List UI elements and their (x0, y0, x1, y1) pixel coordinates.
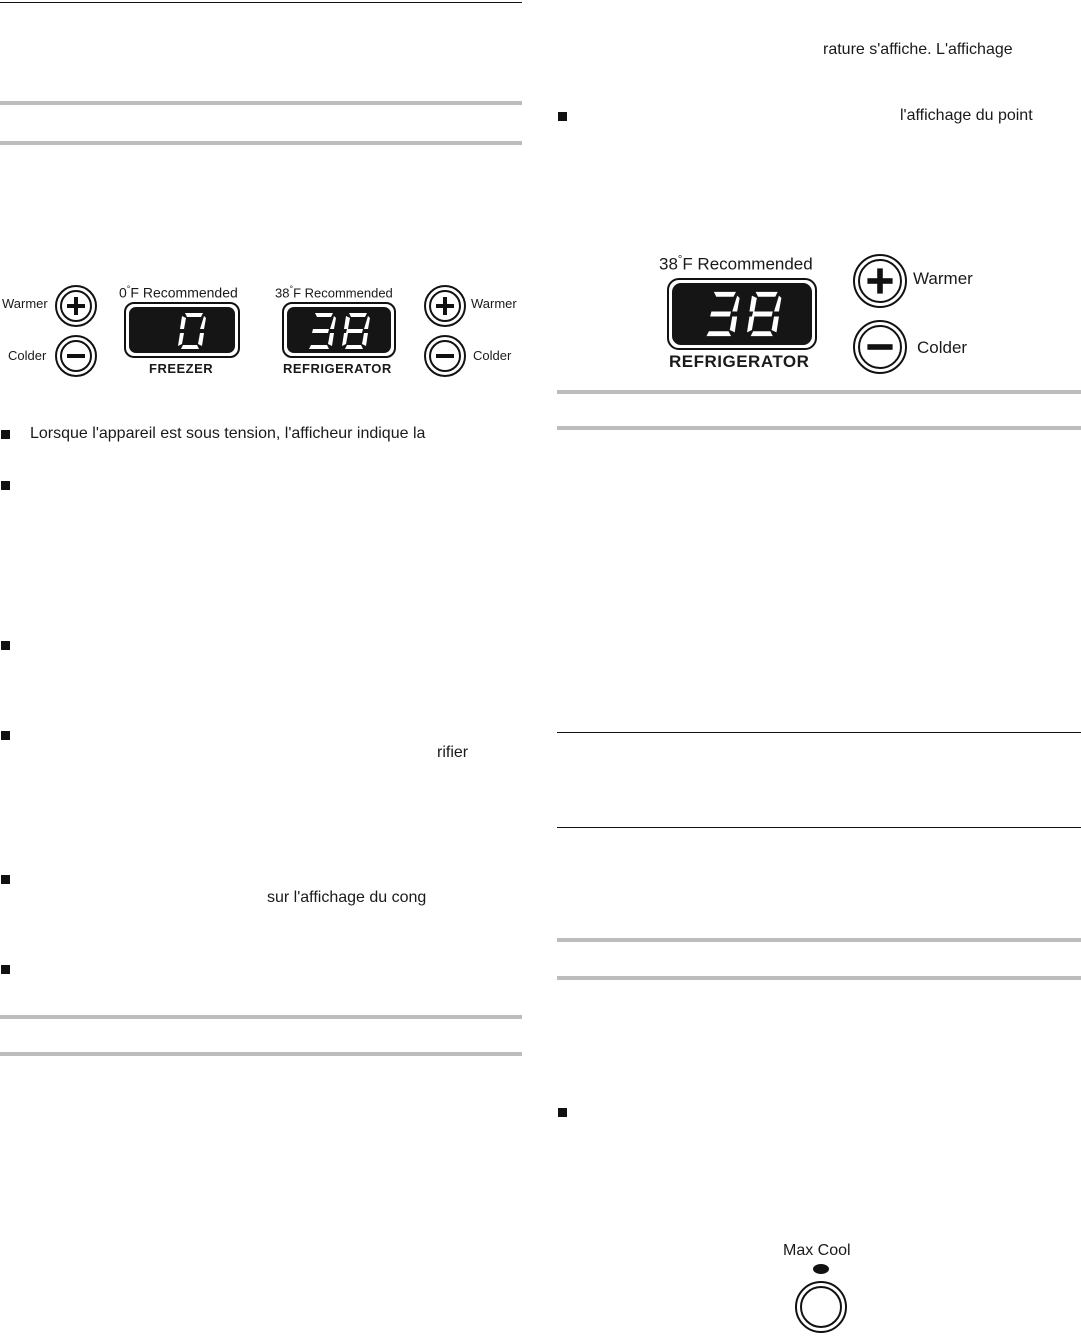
fridge-recommended-suffix: F Recommended (293, 285, 393, 301)
section-rule-right-2a (557, 938, 1081, 942)
single-fridge-label: REFRIGERATOR (669, 352, 810, 371)
single-recommended-label (659, 254, 813, 275)
plus-icon (866, 267, 894, 295)
square-bullet-icon (558, 1108, 567, 1117)
fridge-digits (307, 311, 377, 351)
degree-symbol: ° (126, 284, 131, 294)
fridge-label: REFRIGERATOR (283, 361, 392, 376)
thin-rule-right-2 (557, 827, 1081, 828)
right-warmer-button[interactable] (424, 285, 466, 327)
freezer-display (124, 302, 240, 358)
right-warmer-label: Warmer (471, 296, 517, 311)
section-rule-right-1a (557, 390, 1081, 394)
left-colder-label: Colder (8, 348, 47, 363)
single-warmer-button[interactable] (853, 254, 907, 308)
single-colder-label: Colder (917, 338, 968, 357)
degree-symbol: ° (289, 284, 294, 294)
fridge-display (282, 302, 396, 358)
minus-icon (66, 346, 86, 366)
freezer-recommended-suffix: F Recommended (130, 284, 238, 301)
section-rule-right-1b (557, 426, 1081, 430)
max-cool-label: Max Cool (783, 1242, 851, 1259)
single-warmer-label: Warmer (913, 269, 973, 288)
section-rule-left-1a (0, 101, 522, 105)
section-rule-left-1b (0, 141, 522, 145)
square-bullet-icon (1, 731, 10, 740)
square-bullet-icon (1, 875, 10, 884)
freezer-recommended-value: 0 (119, 284, 127, 301)
single-fridge-digits (704, 289, 790, 339)
degree-symbol: ° (677, 254, 683, 266)
max-cool-button[interactable] (795, 1281, 847, 1333)
single-fridge-display (667, 278, 817, 350)
single-recommended-suffix: F Recommended (682, 254, 813, 274)
right-line-2: l'affichage du point (900, 107, 1033, 124)
right-line-1: rature s'affiche. L'affichage (823, 41, 1013, 58)
indicator-light-icon (813, 1264, 829, 1274)
square-bullet-icon (1, 965, 10, 974)
square-bullet-icon (1, 641, 10, 650)
left-line-2: rifier (437, 744, 469, 761)
freezer-digits (173, 311, 215, 351)
left-colder-button[interactable] (55, 335, 97, 377)
top-rule-left (0, 2, 522, 3)
left-line-1: Lorsque l'appareil est sous tension, l'afficheur indique la (30, 425, 426, 442)
square-bullet-icon (1, 481, 10, 490)
thin-rule-right-1 (557, 732, 1081, 733)
section-rule-right-2b (557, 976, 1081, 980)
left-warmer-button[interactable] (55, 285, 97, 327)
section-rule-left-2b (0, 1052, 522, 1056)
section-rule-left-2a (0, 1015, 522, 1019)
square-bullet-icon (1, 430, 10, 439)
single-colder-button[interactable] (853, 320, 907, 374)
plus-icon (66, 296, 86, 316)
fridge-recommended-label (275, 284, 393, 300)
right-colder-button[interactable] (424, 335, 466, 377)
minus-icon (435, 346, 455, 366)
single-recommended-value: 38 (659, 254, 678, 274)
minus-icon (866, 333, 894, 361)
plus-icon (435, 296, 455, 316)
square-bullet-icon (558, 112, 567, 121)
fridge-recommended-value: 38 (275, 285, 290, 301)
freezer-label: FREEZER (149, 361, 214, 376)
right-colder-label: Colder (473, 348, 512, 363)
left-warmer-label: Warmer (2, 296, 48, 311)
freezer-recommended-label (119, 284, 238, 301)
left-line-3: sur l'affichage du cong (267, 889, 427, 906)
